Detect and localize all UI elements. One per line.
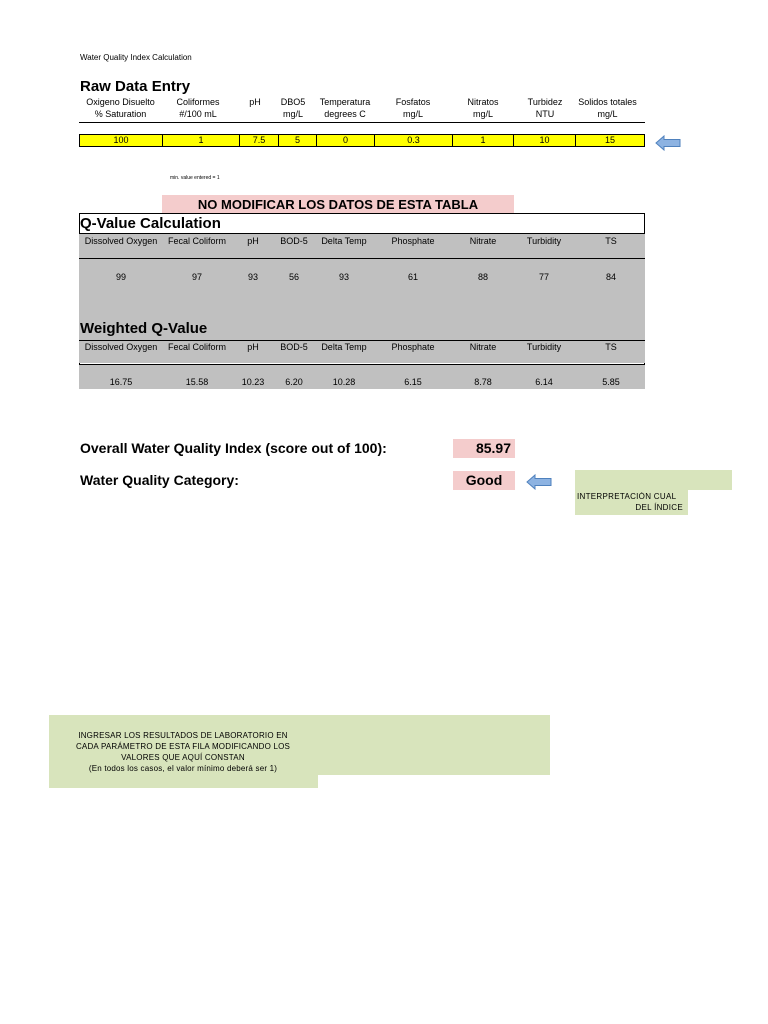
raw-input-solids[interactable]: 15 — [604, 135, 615, 145]
raw-header-solids: Solidos totales mg/L — [578, 97, 637, 119]
raw-input-temperature[interactable]: 0 — [317, 135, 375, 146]
raw-input-phosphate[interactable]: 0.3 — [375, 135, 453, 146]
raw-input-coliform[interactable]: 1 — [163, 135, 240, 146]
raw-header-temperature: Temperatura degrees C — [319, 97, 371, 119]
raw-input-ph[interactable]: 7.5 — [240, 135, 279, 146]
weighted-coliform: 15.58 — [185, 377, 209, 387]
category-label: Water Quality Category: — [80, 472, 239, 488]
raw-header-coliform: Coliformes #/100 mL — [176, 97, 220, 119]
qvalue-phosphate: 61 — [407, 272, 418, 282]
qvalue-header-coliform: Fecal Coliform — [167, 236, 226, 246]
qvalue-header-turbidity: Turbidity — [526, 236, 562, 246]
raw-input-oxygen[interactable]: 100 — [80, 135, 163, 146]
weighted-header-ph: pH — [247, 342, 259, 352]
weighted-ts: 5.85 — [602, 377, 620, 387]
qvalue-ts: 84 — [605, 272, 616, 282]
qvalue-ph: 93 — [247, 272, 258, 282]
weighted-header-turbidity: Turbidity — [526, 342, 562, 352]
weighted-oxygen: 16.75 — [109, 377, 133, 387]
raw-input-row — [79, 134, 645, 147]
weighted-bod5: 6.20 — [285, 377, 303, 387]
qvalue-header-delta-temp: Delta Temp — [321, 236, 367, 246]
weighted-phosphate: 6.15 — [404, 377, 422, 387]
weighted-header-coliform: Fecal Coliform — [167, 342, 226, 352]
raw-data-title: Raw Data Entry — [80, 78, 191, 95]
weighted-header-ts: TS — [605, 342, 617, 352]
raw-input-turbidity[interactable]: 10 — [514, 135, 576, 146]
weighted-title: Weighted Q-Value — [80, 320, 208, 337]
instructions-band-tail — [49, 775, 318, 788]
weighted-header-divider — [79, 364, 645, 365]
qvalue-header-bod5: BOD-5 — [280, 236, 308, 246]
weighted-header-delta-temp: Delta Temp — [321, 342, 367, 352]
interp-note-line2: DEL ÍNDICE — [635, 503, 683, 512]
weighted-ph: 10.23 — [241, 377, 265, 387]
qvalue-header-ts: TS — [605, 236, 617, 246]
weighted-nitrate: 8.78 — [474, 377, 492, 387]
qvalue-title-divider — [79, 233, 645, 234]
weighted-turbidity: 6.14 — [535, 377, 553, 387]
min-value-note: min. value entered = 1 — [170, 175, 220, 181]
interp-note-band-top — [575, 470, 732, 490]
instructions-text: INGRESAR LOS RESULTADOS DE LABORATORIO EN CADA PARÁMETRO DE ESTA FILA MODIFICANDO LOS VALORES QUE AQUÍ CONSTAN (En todos los casos, el valor mínimo deberá ser 1) — [75, 731, 291, 773]
weighted-header-phosphate: Phosphate — [391, 342, 435, 352]
left-arrow-icon — [655, 135, 681, 151]
qvalue-turbidity: 77 — [538, 272, 549, 282]
weighted-delta-temp: 10.28 — [332, 377, 356, 387]
weighted-header-nitrate: Nitrate — [469, 342, 497, 352]
raw-input-nitrate[interactable]: 1 — [453, 135, 514, 146]
qvalue-header-oxygen: Dissolved Oxygen — [84, 236, 158, 246]
raw-header-row — [79, 96, 645, 122]
page-title: Water Quality Index Calculation — [80, 53, 192, 62]
raw-header-turbidity: Turbidez NTU — [527, 97, 563, 119]
qvalue-nitrate: 88 — [477, 272, 488, 282]
interp-note-line1: INTERPRETACIÓN CUAL — [577, 492, 677, 501]
raw-header-oxygen: Oxigeno Disuelto % Saturation — [86, 97, 155, 119]
category-value: Good — [453, 471, 515, 490]
weighted-header-oxygen: Dissolved Oxygen — [84, 342, 158, 352]
qvalue-header-nitrate: Nitrate — [469, 236, 497, 246]
qvalue-delta-temp: 93 — [338, 272, 349, 282]
raw-header-phosphate: Fosfatos mg/L — [395, 97, 431, 119]
qvalue-header-divider — [79, 258, 645, 259]
raw-header-ph: pH — [249, 97, 261, 107]
qvalue-header-phosphate: Phosphate — [391, 236, 435, 246]
warning-banner: NO MODIFICAR LOS DATOS DE ESTA TABLA — [162, 195, 514, 213]
qvalue-header-ph: pH — [247, 236, 259, 246]
overall-index-value: 85.97 — [453, 439, 515, 458]
overall-index-label: Overall Water Quality Index (score out of 100): — [80, 440, 387, 456]
weighted-header-bod5: BOD-5 — [280, 342, 308, 352]
qvalue-coliform: 97 — [191, 272, 202, 282]
raw-header-nitrate: Nitratos mg/L — [467, 97, 499, 119]
raw-header-divider — [79, 122, 645, 123]
raw-input-dbo5[interactable]: 5 — [279, 135, 317, 146]
qvalue-oxygen: 99 — [115, 272, 126, 282]
qvalue-bod5: 56 — [288, 272, 299, 282]
left-arrow-icon — [526, 474, 552, 490]
weighted-title-divider — [79, 340, 645, 341]
raw-header-dbo5: DBO5 mg/L — [280, 97, 306, 119]
qvalue-title: Q-Value Calculation — [80, 215, 221, 232]
